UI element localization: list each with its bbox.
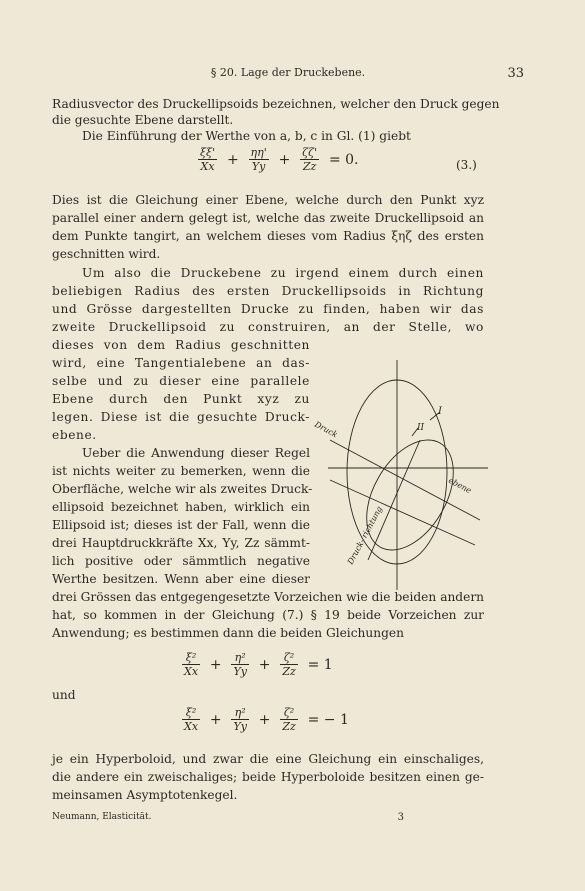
text-line: meinsamen Asymptotenkegel.	[52, 788, 238, 802]
label-druckrichtung: Druck- richtung	[345, 504, 385, 566]
page-footer	[52, 812, 484, 822]
fraction: $\frac{\eta\eta'}{Yy}$	[250, 146, 267, 173]
text-line: dem Punkte tangirt, an welchem dieses vom Radius ξηζ des ersten	[52, 229, 484, 243]
text-line: Dies ist die Gleichung einer Ebene, welche durch den Punkt xyz	[52, 193, 484, 207]
fraction: $\frac{\text{ζ²}}{Zz}$	[282, 706, 296, 733]
equation-number: (3.)	[456, 158, 477, 172]
text-line: drei Hauptdruckkräfte Xx, Yy, Zz sämmt-	[52, 536, 310, 550]
text-line: selbe und zu dieser eine parallele	[52, 374, 310, 388]
text-line: Ellipsoid ist; dieses ist der Fall, wenn die	[52, 518, 310, 532]
text-line: die gesuchte Ebene darstellt.	[52, 113, 234, 127]
text-line: Ebene durch den Punkt xyz zu	[52, 392, 310, 406]
text-line: Ueber die Anwendung dieser Regel	[82, 446, 310, 460]
text-line: und Grösse dargestellten Drucke zu finden, haben wir das	[52, 302, 484, 316]
equation-hyperboloid-2: $\frac{\text{ξ²}}{Xx}$ + $\frac{\text{η²}}{Yy}$ + $\frac{\text{ζ²}}{Zz}$ = − 1	[184, 706, 349, 733]
page-number: 33	[507, 66, 524, 81]
label-ebene: ebene	[447, 475, 473, 496]
label-II: II	[417, 423, 425, 433]
text-line: drei Grössen das entgegengesetzte Vorzeichen wie die beiden andern	[52, 590, 484, 604]
text-line: Die Einführung der Werthe von a, b, c in Gl. (1) giebt	[82, 129, 411, 143]
text-line: zweite Druckellipsoid zu construiren, an der Stelle, wo	[52, 320, 484, 334]
running-header	[52, 66, 524, 84]
equation-3: $\frac{\xi\xi'}{Xx}$ + $\frac{\eta\eta'}{Yy}$ + $\frac{\zeta\zeta'}{Zz}$ = 0.	[200, 146, 359, 173]
text-line: ist nichts weiter zu bemerken, wenn die	[52, 464, 310, 478]
fraction: $\frac{\text{ζ²}}{Zz}$	[282, 651, 296, 678]
footer-author: Neumann, Elasticität.	[52, 812, 152, 822]
text-line: Um also die Druckebene zu irgend einem durch einen	[82, 266, 484, 280]
text-line: ellipsoid bezeichnet haben, wirklich ein	[52, 500, 310, 514]
ellipsoid-figure	[300, 360, 490, 590]
text-line: beliebigen Radius des ersten Druckellipsoids in Richtung	[52, 284, 484, 298]
text-line: wird, eine Tangentialebene an das-	[52, 356, 310, 370]
text-line: Werthe besitzen. Wenn aber eine dieser	[52, 572, 310, 586]
text-line: Radiusvector des Druckellipsoids bezeichnen, welcher den Druck gegen	[52, 97, 500, 111]
druckrichtung-line	[368, 440, 420, 560]
footer-signature: 3	[397, 812, 404, 823]
text-line: geschnitten wird.	[52, 247, 161, 261]
equation-hyperboloid-1: $\frac{\text{ξ²}}{Xx}$ + $\frac{\text{η²}}{Yy}$ + $\frac{\text{ζ²}}{Zz}$ = 1	[184, 651, 333, 678]
text-line: dieses von dem Radius geschnitten	[52, 338, 310, 352]
fraction: $\frac{\text{η²}}{Yy}$	[233, 651, 247, 678]
text-line: parallel einer andern gelegt ist, welche das zweite Druckellipsoid an	[52, 211, 484, 225]
text-line: legen. Diese ist die gesuchte Druck-	[52, 410, 310, 424]
fraction: $\frac{\xi\xi'}{Xx}$	[200, 146, 216, 173]
section-title: § 20. Lage der Druckebene.	[210, 66, 366, 79]
ellipsoid-II	[349, 425, 471, 565]
text-line: Oberfläche, welche wir als zweites Druck-	[52, 482, 313, 496]
fraction: $\frac{\text{ξ²}}{Xx}$	[184, 651, 199, 678]
label-druck: Druck	[313, 419, 340, 440]
text-line: ebene.	[52, 428, 97, 442]
text-line: und	[52, 688, 76, 702]
text-line: die andere ein zweischaliges; beide Hyperboloide besitzen einen ge-	[52, 770, 484, 784]
text-line: lich positive oder sämmtlich negative	[52, 554, 310, 568]
text-line: je ein Hyperboloid, und zwar die eine Gleichung ein einschaliges,	[52, 752, 484, 766]
label-I: I	[438, 406, 442, 417]
fraction: $\frac{\text{ξ²}}{Xx}$	[184, 706, 199, 733]
fraction: $\frac{\zeta\zeta'}{Zz}$	[302, 146, 318, 173]
fraction: $\frac{\text{η²}}{Yy}$	[233, 706, 247, 733]
text-line: Anwendung; es bestimmen dann die beiden Gleichungen	[52, 626, 404, 640]
text-line: hat, so kommen in der Gleichung (7.) § 19 beide Vorzeichen zur	[52, 608, 484, 622]
